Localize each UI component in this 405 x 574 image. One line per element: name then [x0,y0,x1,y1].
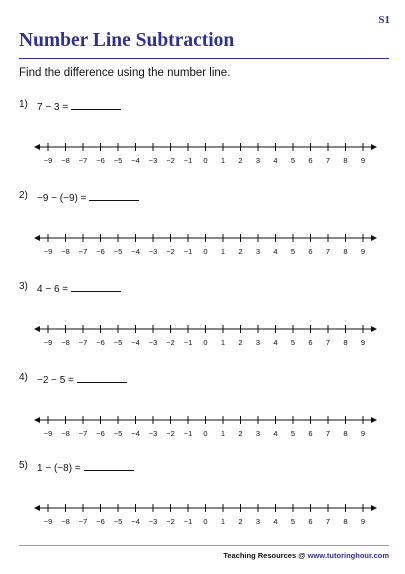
tick-label: 9 [360,338,366,347]
tick-label: −8 [61,429,70,438]
problem-number: 4) [19,372,28,383]
tick-label: 5 [290,338,296,347]
number-line [33,412,378,442]
right-arrow-icon [371,417,377,423]
tick-label: 8 [343,517,348,526]
tick-label: −5 [113,247,123,256]
number-line [33,500,378,530]
tick-label: −4 [131,429,140,438]
tick-label: 6 [308,338,313,347]
tick-label: 0 [203,517,208,526]
tick-label: −2 [166,517,175,526]
tick-label: −4 [131,156,140,165]
tick-label: 1 [220,517,226,526]
tick-label: 1 [220,429,226,438]
tick-label: −6 [96,156,105,165]
tick-label: −8 [61,156,70,165]
tick-label: 2 [238,156,243,165]
problem-4 [19,372,389,464]
problem-number: 3) [19,281,28,292]
tick-label: 2 [238,338,243,347]
answer-blank[interactable] [89,190,139,201]
tick-label: 9 [360,429,366,438]
tick-label: −9 [43,338,53,347]
tick-label: 3 [255,247,261,256]
tick-label: −1 [183,429,193,438]
tick-label: −3 [148,429,158,438]
tick-label: −1 [183,338,193,347]
tick-label: 3 [255,156,261,165]
tick-label: −8 [61,338,70,347]
tick-label: 0 [203,429,208,438]
tick-label: 1 [220,247,226,256]
tick-label: −7 [78,156,88,165]
tick-label: 4 [273,247,278,256]
footer-url[interactable]: www.tutoringhour.com [307,551,389,560]
tick-label: −1 [183,156,193,165]
tick-label: 2 [238,517,243,526]
tick-label: 1 [220,156,226,165]
tick-label: 5 [290,247,296,256]
tick-label: −7 [78,517,88,526]
tick-label: −8 [61,247,70,256]
tick-label: 8 [343,156,348,165]
right-arrow-icon [371,144,377,150]
problem-1 [19,99,389,191]
tick-label: 8 [343,247,348,256]
tick-label: 5 [290,517,296,526]
tick-label: 3 [255,429,261,438]
tick-label: −2 [166,429,175,438]
tick-label: 9 [360,247,366,256]
tick-label: 1 [220,338,226,347]
number-line [33,321,378,351]
tick-label: −8 [61,517,70,526]
tick-label: −4 [131,338,140,347]
problem-expression: −9 − (−9) = [37,193,87,204]
tick-label: −6 [96,517,105,526]
tick-label: −3 [148,338,158,347]
title-divider [19,58,389,59]
answer-blank[interactable] [71,99,121,110]
problem-number: 1) [19,99,28,110]
left-arrow-icon [34,144,40,150]
problem-expression: 7 − 3 = [37,102,69,113]
tick-label: −9 [43,429,53,438]
page-title: Number Line Subtraction [19,30,235,51]
tick-label: −3 [148,517,158,526]
footer-label: Teaching Resources @ [223,551,308,560]
tick-label: 7 [325,247,331,256]
tick-label: −5 [113,429,123,438]
answer-blank[interactable] [71,281,121,292]
tick-label: 9 [360,517,366,526]
problem-expression: 1 − (−8) = [37,463,81,474]
problem-number: 2) [19,190,28,201]
tick-label: 0 [203,247,208,256]
tick-label: 7 [325,517,331,526]
tick-label: −3 [148,156,158,165]
tick-label: 4 [273,429,278,438]
tick-label: −9 [43,517,53,526]
left-arrow-icon [34,505,40,511]
right-arrow-icon [371,505,377,511]
tick-label: −2 [166,247,175,256]
tick-label: −6 [96,247,105,256]
tick-label: 8 [343,429,348,438]
tick-label: −6 [96,429,105,438]
problem-expression-line [37,460,134,474]
tick-label: 9 [360,156,366,165]
problem-expression-line [37,281,121,295]
tick-label: 2 [238,429,243,438]
tick-label: −2 [166,338,175,347]
tick-label: 7 [325,156,331,165]
number-line [33,230,378,260]
problem-number: 5) [19,460,28,471]
tick-label: −9 [43,156,53,165]
tick-label: 6 [308,156,313,165]
tick-label: −7 [78,338,88,347]
problem-expression-line [37,190,139,204]
tick-label: −4 [131,247,140,256]
tick-label: −5 [113,156,123,165]
page-code: S1 [378,14,390,26]
tick-label: 4 [273,517,278,526]
tick-label: 4 [273,338,278,347]
problem-3 [19,281,389,373]
tick-label: 2 [238,247,243,256]
left-arrow-icon [34,326,40,332]
tick-label: −5 [113,338,123,347]
right-arrow-icon [371,235,377,241]
tick-label: 0 [203,338,208,347]
tick-label: 5 [290,156,296,165]
tick-label: −3 [148,247,158,256]
answer-blank[interactable] [84,460,134,471]
tick-label: 4 [273,156,278,165]
tick-label: 8 [343,338,348,347]
left-arrow-icon [34,235,40,241]
instructions: Find the difference using the number line. [19,67,231,79]
tick-label: 6 [308,429,313,438]
tick-label: 6 [308,517,313,526]
tick-label: 7 [325,338,331,347]
number-line [33,139,378,169]
problem-2 [19,190,389,282]
problem-expression-line [37,372,127,386]
tick-label: 7 [325,429,331,438]
footer-divider [19,545,389,546]
footer-credit [223,551,389,560]
tick-label: 3 [255,338,261,347]
tick-label: 0 [203,156,208,165]
answer-blank[interactable] [77,372,127,383]
tick-label: −4 [131,517,140,526]
problem-expression-line [37,99,121,113]
left-arrow-icon [34,417,40,423]
tick-label: 6 [308,247,313,256]
tick-label: −1 [183,247,193,256]
tick-label: −2 [166,156,175,165]
tick-label: −9 [43,247,53,256]
tick-label: 5 [290,429,296,438]
problem-expression: 4 − 6 = [37,284,69,295]
tick-label: 3 [255,517,261,526]
tick-label: −6 [96,338,105,347]
problem-expression: −2 − 5 = [37,375,74,386]
tick-label: −1 [183,517,193,526]
right-arrow-icon [371,326,377,332]
tick-label: −5 [113,517,123,526]
problem-5 [19,460,389,552]
tick-label: −7 [78,429,88,438]
tick-label: −7 [78,247,88,256]
